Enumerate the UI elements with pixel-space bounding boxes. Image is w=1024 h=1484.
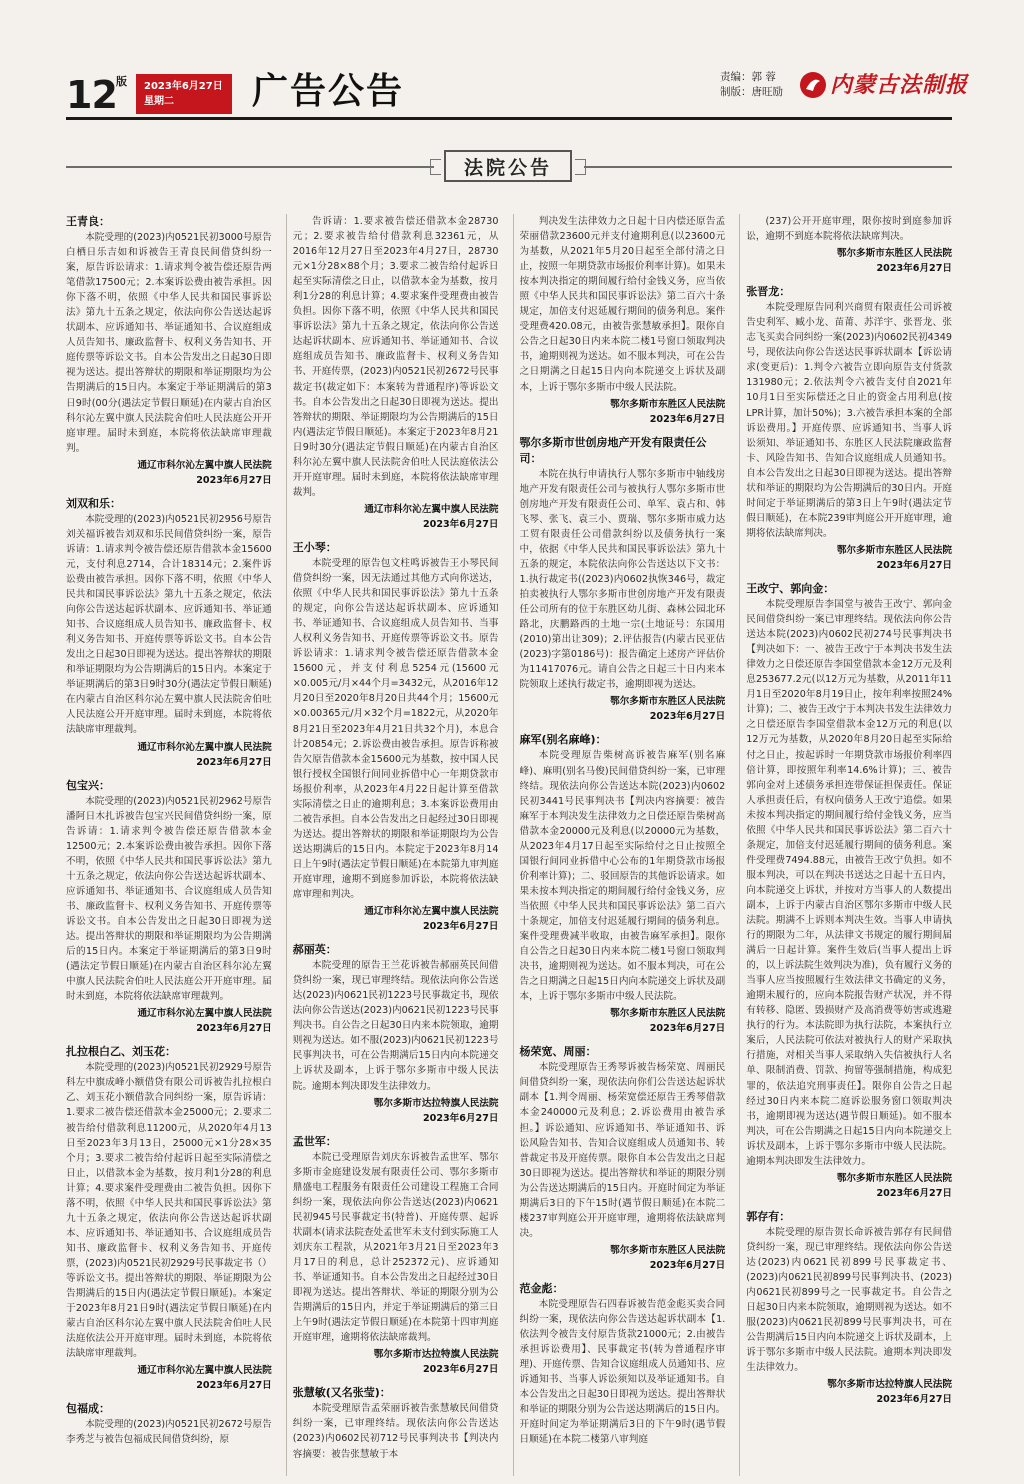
court-notice <box>293 1385 499 1461</box>
notice-addressee: 王青良： <box>66 215 110 228</box>
banner-title: 法院公告 <box>444 150 572 182</box>
notice-date: 2023年6月27日 <box>876 1187 952 1199</box>
court-notice <box>293 942 499 1126</box>
editor-name: 责编：郭 蓉 <box>720 71 776 83</box>
notice-court: 通辽市科尔沁左翼中旗人民法院 <box>364 503 499 515</box>
newspaper-logo-text: 内蒙古法制报 <box>830 72 969 98</box>
issue-date-box <box>136 74 232 114</box>
notice-body: 本院受理原告石四春诉被告范金彪买卖合同纠纷一案，现依法向你公告送达起诉状副本【1.依法判令被告支付原告货款21000元；2.由被告承担诉讼费用】、民事裁定书(转为普通程序审理)、开庭传票、告知合议庭组成人员通知书、应诉通知书、当事人诉讼须知以及举证通知书。自本公告发出之日起30日即视为送达。提出答辩状和举证的期限分别为公告送达期满后的15日内。开庭时间定为举证期满后3日的下午9时(遇节假日顺延)在本院二楼第八审判庭 <box>519 1299 726 1446</box>
notice-body: 本院受理的(2023)内0521民初2929号原告科左中旗成峰小额借贷有限公司诉被告扎拉根白乙、刘玉花小额借款合同纠纷一案，原告诉请：1.要求二被告偿还借款本金25000元；2.要求二被告给付借款利息11200元，从2020年4月13日至2023年3月13日，25000元×1分28×35个月；3.要求二被告给付起诉日起至实际清偿之日止，以借款本金为基数，按月利1分28的利息计算；4.要求案件受理费由二被告负担。因你下落不明，依照《中华人民共和国民事诉讼法》第九十五条之规定，依法向你公告送达起诉状副本、应诉通知书、举证通知书、合议庭组成员告知书、廉政监督卡、权利义务告知书、开庭传票，(2023)内0521民初2929号民事裁定书（）等诉讼文书。提出答辩状的期限、举证期限为公告期满后的15日内(遇法定节假日顺延)。本案定于2023年8月21日9时(遇法定节假日顺延)在内蒙古自治区科尔沁左翼中旗人民法院舍伯吐人民法庭依法公开开庭审理。届时未到庭，本院将依法缺席审理裁判。 <box>66 1062 272 1360</box>
notice-body: 本院受理原告柴树高诉被告麻军(别名麻峰)、麻明(别名马俊)民间借贷纠纷一案，已审理终结。现依法向你公告送达本院(2023)内0602民初3441号民事判决书【判决内容摘要：被告麻军于本判决发生法律效力之日偿还原告柴树高借款本金20000元及利息(以20000元为基数，从2023年4月17日起至实际给付之日止按照全国银行间同业拆借中心公布的1年期贷款市场报价利率计算)；二、驳回原告的其他诉讼请求。如果未按本判决指定的期间履行给付金钱义务，应当依照《中华人民共和国民事诉讼法》第二百六十条规定，加倍支付迟延履行期间的债务利息。案件受理费减半收取，由被告麻军承担】。限你自公告之日起30日内来本院二楼1号窗口领取判决书，逾期则视为送达。如不服本判决，可在公告之日期满之日起15日内向本院递交上诉状及副本，上诉于鄂尔多斯市中级人民法院。 <box>519 750 726 1003</box>
notice-court: 鄂尔多斯市东胜区人民法院 <box>610 1008 726 1020</box>
page-number: 12 <box>66 73 117 117</box>
notice-addressee: 张晋龙： <box>746 285 791 299</box>
notice-date: 2023年6月27日 <box>422 1364 499 1376</box>
editor-credits <box>720 70 783 100</box>
notice-addressee: 麻军(别名麻峰)： <box>519 733 607 747</box>
notice-court: 鄂尔多斯市达拉特旗人民法院 <box>373 1097 499 1109</box>
notice-body: 本院受理的原告包文柱鸣诉被告王小琴民间借贷纠纷一案，因无法通过其他方式向你送达，依照《中华人民共和国民事诉讼法》第九十五条的规定，向你公告送达起诉状副本、应诉通知书、举证通知书、合议庭组成人员告知书、当事人权利义务告知书、开庭传票等诉讼文书。原告诉讼请求：1.请求判令被告偿还原告借款本金15600元，并支付利息5254元(15600元×0.005元/月×44个月=3432元，从2016年12月20日至2020年8月20日共44个月；15600元×0.00365元/月×32个月=1822元，从2020年8月21日至2023年4月21日共32个月)，本息合计20854元；2.诉讼费由被告承担。原告诉称被告欠原告借款本金15600元为基数，按中国人民银行授权全国银行间同业拆借中心一年期贷款市场报价利率，从2023年4月22日起计算至借款实际清偿之日止的逾期利息；3.本案诉讼费用由二被告承担。自本公告发出之日起经过30日即视为送达。提出答辩状的期限和举证期限均为公告送达期满后的15日内。本院定于2023年8月14日上午9时(遇法定节假日顺延)在本院第九审判庭开庭审理，逾期不到庭参加诉讼，本院将依法缺席审理和判决。 <box>292 557 499 901</box>
court-notice <box>746 284 952 573</box>
court-notice <box>746 1209 952 1408</box>
notice-body: 本院受理的(2023)内0521民初2672号原告李秀芝与被告包福成民间借贷纠纷，原 <box>66 1419 272 1446</box>
court-notice <box>520 1281 726 1447</box>
notice-body: 本院受理原告李国堂与被告王改宁、郭向金民间借贷纠纷一案已审理终结。现依法向你公告送达本院(2023)内0602民初274号民事判决书【判决如下：一、被告王改宁于本判决书发生法律效力之日偿还原告李国堂借款本金12万元及利息253677.2元(以12万元为基数，从2011年11月1日至2020年8月19日止，按年利率按照24%计算)；二、被告王改宁于本判决书发生法律效力之日偿还原告李国堂借款本金12万元的利息(以12万元为基数，从2020年8月20日起至实际给付之日止，按起诉时一年期贷款市场报价利率四倍计算，即按照年利率14.6%计算)；三、被告郭向金对上述债务承担连带保证担保责任。保证人承担责任后，有权向债务人王改宁追偿。如果未按本判决指定的期间履行给付金钱义务，应当依照《中华人民共和国民事诉讼法》第二百六十条规定，加倍支付迟延履行期间的债务利息。案件受理费7494.88元，由被告王改宁负担。如不服本判决，可以在判决书送达之日起十五日内，向本院递交上诉状，并按对方当事人的人数提出副本，上诉于内蒙古自治区鄂尔多斯市中级人民法院。期满不上诉则本判决生效。当事人申请执行的期限为二年，从法律文书规定的履行期间届满后一日起计算。案件生效后(当事人提出上诉的，以上诉法院生效判决为准)，负有履行义务的当事人应当按照履行生效法律文书确定的义务，逾期未履行的，应向本院报告财产状况，并不得有转移、隐匿、毁损财产及高消费等妨害或逃避执行的行为。本法院即为执行法院，本案执行立案后，人民法院可依法对被执行人的财产采取执行措施，对相关当事人采取纳入失信被执行人名单、限制消费、罚款、拘留等强制措施，构成犯罪的，依法追究刑事责任】。限你自公告之日起经过30日内来本院二庭诉讼服务窗口领取判决书，逾期即视为送达(遇节假日顺延)。如不服本判决，可在公告期满之日起15日内向本院递交上诉状及副本，上诉于鄂尔多斯市中级人民法院。逾期本判决即发生法律效力。 <box>746 599 952 1167</box>
notice-court: 通辽市科尔沁左翼中旗人民法院 <box>137 1008 272 1020</box>
notice-body: 本院受理的(2023)内0521民初2956号原告刘关福诉被告刘双和乐民间借贷纠纷一案，原告诉请：1.请求判令被告偿还原告借款本金15600元，支付利息2714，合计18314元；2.案件诉讼费由被告承担。因你下落不明，依照《中华人民共和国民事诉讼法》第九十五条之规定，依法向你公告送达起诉状副本、应诉通知书、举证通知书、合议庭组成人员告知书、廉政监督卡、权利义务告知书、开庭传票等诉讼文书。自本公告发出之日起30日即视为送达。提出答辩状的期限和举证期限均为公告期满后的15日内。本案定于举证期满后的第3日9时30分(遇法定节假日顺延)在内蒙古自治区科尔沁左翼中旗人民法院舍伯吐人民法庭公开开庭审理。届时未到庭，本院将依法缺席审理裁判。 <box>66 513 272 736</box>
notice-addressee: 张慧敏(又名张莹)： <box>292 1386 391 1400</box>
court-notice <box>66 1401 272 1447</box>
notice-body: 本院受理原告王秀琴诉被告杨荣宽、周丽民间借贷纠纷一案，现依法向你们公告送达起诉状副本【1.判令周丽、杨荣宽偿还原告王秀琴借款本金240000元及利息；2.诉讼费用由被告承担。】诉讼通知、应诉通知书、举证通知书、诉讼风险告知书、告知合议庭组成人员通知书、转普裁定书及开庭传票。限你自本公告发出之日起30日即视为送达。提出答辩状和举证的期限分别为公告送达期满后的15日内。开庭时间定为举证期满后3日的下午15时(遇节假日顺延)在本院二楼237审判庭公开开庭审理，逾期将依法缺席判决。 <box>519 1062 726 1239</box>
court-notice <box>520 732 726 1036</box>
banner-rule-left <box>66 166 434 168</box>
notice-addressee: 包宝兴： <box>66 778 110 792</box>
notice-date: 2023年6月27日 <box>876 263 952 275</box>
notice-date: 2023年6月27日 <box>196 474 272 486</box>
notice-body: 本院受理的原告王兰花诉被告郝丽英民间借贷纠纷一案，现已审理终结。现依法向你公告送达(2023)内0621民初1223号民事裁定书，现依法向你公告送达(2023)内0621民初1223号民事判决书。自公告之日起30日内来本院领取，逾期则视为送达。如不服(2023)内0621民初1223号民事判决书，可在公告期满后15日内向本院递交上诉状及副本，上诉于鄂尔多斯市中级人民法院。逾期本判决即发生法律效力。 <box>292 960 499 1092</box>
notice-court: 鄂尔多斯市东胜区人民法院 <box>610 398 726 410</box>
issue-weekday: 星期二 <box>144 96 174 107</box>
court-notice <box>293 214 499 532</box>
notice-date: 2023年6月27日 <box>196 1023 272 1035</box>
page-unit: 版 <box>116 75 127 88</box>
court-notice <box>746 581 952 1201</box>
notice-addressee: 郝丽英： <box>292 943 337 957</box>
notice-court: 鄂尔多斯市东胜区人民法院 <box>610 696 726 708</box>
notice-court: 鄂尔多斯市东胜区人民法院 <box>836 544 952 556</box>
notice-body: 判决发生法律效力之日起十日内偿还原告孟荣丽借款23600元并支付逾期利息(以23600元为基数，从2021年5月20日起至全部付清之日止，按照一年期贷款市场报价利率计算)。如果未按本判决指定的期间履行给付金钱义务，应当依照《中华人民共和国民事诉讼法》第二百六十条规定，加倍支付迟延履行期间的债务利息。案件受理费420.08元，由被告张慧敏承担】。限你自公告之日起30日内来本院二楼1号窗口领取判决书，逾期则视为送达。如不服本判决，可在公告之日期满之日起15日内向本院递交上诉状及副本，上诉于鄂尔多斯市中级人民法院。 <box>519 216 726 393</box>
banner-rule-right <box>584 166 952 168</box>
notice-body: 本院受理原告同利兴商贸有限责任公司诉被告史利军、臧小龙、苗莆、苏洋宇、张晋龙、张志飞买卖合同纠纷一案(2023)内0602民初4349号，现依法向你公告送达民事诉状副本【诉讼请求(变更后)：1.判令六被告立即向原告支付货款131980元；2.依法判令六被告支付自2021年10月1日至实际偿还之日止的资金占用利息(按LPR计算，加计50%)；3.六被告承担本案的全部诉讼费用。】开庭传票、应诉通知书、当事人诉讼须知、举证通知书、东胜区人民法院廉政监督卡、风险告知书、告知合议庭组成人员通知书。自本公告发出之日起30日即视为送达。提出答辩状和举证的期限均为公告期满后的30日内。开庭时间定于举证期满后的第3日上午9时(遇法定节假日顺延)，在本院239审判庭公开开庭审理，逾期将依法缺席判决。 <box>746 302 952 539</box>
court-notice <box>746 214 952 276</box>
designer-name: 制版：唐旺励 <box>720 86 783 98</box>
section-title: 广告公告 <box>252 71 405 112</box>
notice-court: 鄂尔多斯市达拉特旗人民法院 <box>827 1379 952 1391</box>
notice-body: 本院受理的(2023)内0521民初2962号原告潘阿日木扎诉被告包宝兴民间借贷纠纷一案，原告诉请：1.请求判令被告偿还原告借款本金12500元；2.本案诉讼费由被告承担。因你下落不明，依照《中华人民共和国民事诉讼法》第九十五条之规定，依法向你公告送达起诉状副本、应诉通知书、举证通知书、合议庭组成人员告知书、廉政监督卡、权利义务告知书、开庭传票等诉讼文书。自本公告发出之日起30日即视为送达。提出答辩状的期限和举证期限均为公告期满后的15日内。本案定于举证期满后的第3日9时(遇法定节假日顺延)在内蒙古自治区科尔沁左翼中旗人民法院舍伯吐人民法庭公开开庭审理。届时未到庭，本院将依法缺席审理裁判。 <box>66 795 272 1003</box>
section-banner <box>66 150 952 184</box>
notice-addressee: 刘双和乐： <box>66 496 121 510</box>
notice-addressee: 鄂尔多斯市世创房地产开发有限责任公司： <box>519 435 707 465</box>
notice-addressee: 王改宁、郭向金： <box>746 582 835 596</box>
notice-addressee: 王小琴： <box>292 540 337 554</box>
notice-date: 2023年6月27日 <box>649 1259 726 1271</box>
notice-addressee: 范金彪： <box>519 1282 564 1295</box>
notice-court: 通辽市科尔沁左翼中旗人民法院 <box>137 459 272 471</box>
notice-date: 2023年6月27日 <box>649 413 726 425</box>
notice-date: 2023年6月27日 <box>422 518 499 530</box>
notice-date: 2023年6月27日 <box>196 756 272 768</box>
notice-court: 通辽市科尔沁左翼中旗人民法院 <box>137 741 272 753</box>
court-notice <box>66 1044 272 1393</box>
notice-body: 本院受理的原告贺长命诉被告郭存有民间借贷纠纷一案，现已审理终结。现依法向你公告送达(2023)内0621民初899号民事裁定书、(2023)内0621民初899号民事判决书、(2023)内0621民初899号之一民事裁定书。自公告之日起30日内来本院领取，逾期则视为送达。如不服(2023)内0621民初899号民事判决书，可在公告期满后15日内向本院递交上诉状及副本，上诉于鄂尔多斯市中级人民法院。逾期本判决即发生法律效力。 <box>746 1226 952 1374</box>
notice-court: 鄂尔多斯市东胜区人民法院 <box>610 1244 726 1256</box>
notice-column <box>286 214 499 1476</box>
court-notice <box>293 540 499 934</box>
masthead <box>0 0 1024 120</box>
court-notice <box>66 496 272 770</box>
court-notice <box>66 778 272 1037</box>
notice-column <box>66 214 272 1476</box>
notice-court: 通辽市科尔沁左翼中旗人民法院 <box>364 906 499 918</box>
court-notice <box>520 214 726 427</box>
notice-addressee: 郭存有： <box>746 1209 791 1223</box>
issue-date: 2023年6月27日 <box>144 81 223 92</box>
notice-addressee: 包福成： <box>66 1402 110 1416</box>
notice-body: 本院受理原告孟荣丽诉被告张慧敏民间借贷纠纷一案，已审理终结。现依法向你公告送达(2023)内0602民初712号民事判决书【判决内容摘要：被告张慧敏于本 <box>292 1403 499 1460</box>
notice-body: 本院在执行申请执行人鄂尔多斯市中轴线房地产开发有限责任公司与被执行人鄂尔多斯市世创房地产开发有限责任公司、单军、袁占和、韩飞琴、张飞、袁三小、贾瑞、鄂尔多斯市威力达工贸有限责任公司借款纠纷以及债务执行一案中，依据《中华人民共和国民事诉讼法》第九十五条的规定，本院依法向你公告送达以下文书：1.执行裁定书((2023)内0602执恢346号，裁定拍卖被执行人鄂尔多斯市世创房地产开发有限责任公司所有的位于东胜区幼儿街、森林公园北环路北，庆鹏路西的土地一宗(土地证号：东国用(2010)第出让309)；2.评估报告(内蒙古民亚估(2023)字第0186号)：报告确定上述房产评估价为11417076元。请自公告之日起三十日内来本院领取上述执行裁定书，逾期即视为送达。 <box>519 468 726 691</box>
newspaper-logo-icon <box>798 70 828 100</box>
notice-addressee: 杨荣宽、周丽： <box>519 1045 597 1059</box>
notice-columns <box>66 214 952 1476</box>
notice-court: 鄂尔多斯市东胜区人民法院 <box>836 1172 952 1184</box>
notice-court: 鄂尔多斯市达拉特旗人民法院 <box>373 1349 499 1361</box>
notice-body: 本院受理的(2023)内0521民初3000号原告白栖日乐吉如和诉被告王青良民间借贷纠纷一案，原告诉讼请求：1.请求判令被告偿还原告两笔借款17500元；2.本案诉讼费由被告承担。因你下落不明，依照《中华人民共和国民事诉讼法》第九十五条之规定，依法向你公告送达起诉状副本、应诉通知书、举证通知书、合议庭组成人员告知书、廉政监督卡、权利义务告知书、开庭传票等诉讼文书。自本公告发出之日起30日即视为送达。提出答辩状的期限和举证期限均为公告期满后的15日内。本案定于举证期满后的第3日9时(00分(遇法定节假日顺延)在内蒙古自治区科尔沁左翼中旗人民法院舍伯吐人民法庭公开开庭审理。届时未到庭，本院将依法缺席审理裁判。 <box>66 232 272 454</box>
notice-column <box>739 214 952 1476</box>
notice-date: 2023年6月27日 <box>422 1112 499 1124</box>
notice-body: 告诉请：1.要求被告偿还借款本金28730元；2.要求被告给付借款利息32361元，从2016年12月27日至2023年4月27日，28730元×1分28×88个月；3.要求二被告给付起诉日起至实际清偿之日止，以借款本金为基数，按月利1分28的利息计算；4.要求案件受理费由被告负担。因你下落不明，依照《中华人民共和国民事诉讼法》第九十五条之规定，依法向你公告送达起诉状副本、应诉通知书、举证通知书、合议庭组成员告知书、廉政监督卡、权利义务告知书、开庭传票，(2023)内0521民初2672号民事裁定书(裁定如下：本案转为普通程序)等诉讼文书。自本公告发出之日起30日即视为送达。提出答辩状的期限、举证期限均为公告期满后的15日内(遇法定节假日顺延)。本案定于2023年8月21日9时30分(遇法定节假日顺延)在内蒙古自治区科尔沁左翼中旗人民法院舍伯吐人民法庭依法公开开庭审理。届时未到庭，本院将依法缺席审理裁判。 <box>292 216 499 498</box>
court-notice <box>293 1134 499 1378</box>
notice-body: (237)公开开庭审理，限你按时到庭参加诉讼，逾期不到庭本院将依法缺席判决。 <box>746 216 952 243</box>
notice-court: 鄂尔多斯市东胜区人民法院 <box>836 248 952 260</box>
notice-date: 2023年6月27日 <box>196 1380 272 1392</box>
notice-date: 2023年6月27日 <box>649 1023 726 1035</box>
court-notice <box>520 1044 726 1273</box>
notice-addressee: 孟世军： <box>292 1134 337 1148</box>
notice-court: 通辽市科尔沁左翼中旗人民法院 <box>137 1365 272 1377</box>
court-notice <box>66 214 272 488</box>
notice-column <box>513 214 726 1476</box>
notice-date: 2023年6月27日 <box>422 921 499 933</box>
notice-date: 2023年6月27日 <box>876 1394 952 1406</box>
notice-date: 2023年6月27日 <box>649 711 726 723</box>
court-notice <box>520 435 726 725</box>
notice-addressee: 扎拉根白乙、刘玉花： <box>66 1045 176 1059</box>
notice-body: 本院已受理原告刘庆东诉被告孟世军、鄂尔多斯市金庭建设发展有限责任公司、鄂尔多斯市鼎盛电工程服务有限责任公司建设工程施工合同纠纷一案，现依法向你公告送达(2023)内0621民初945号民事裁定书(特普)、开庭传票、起诉状副本(请求法院查处孟世军未支付到实际施工人刘庆东工程款，从2021年3月21日至2023年3月17日的利息，总计252372元)、应诉通知书、举证通知书。自本公告发出之日起经过30日即视为送达。提出答辩状、举证的期限分别为公告期满后的15日内，并定于举证期满后的第三日上午9时(遇法定节假日顺延)在本院第十四审判庭开庭审理，逾期将依法缺席裁判。 <box>292 1151 499 1344</box>
header-divider <box>66 117 952 120</box>
notice-date: 2023年6月27日 <box>876 559 952 571</box>
